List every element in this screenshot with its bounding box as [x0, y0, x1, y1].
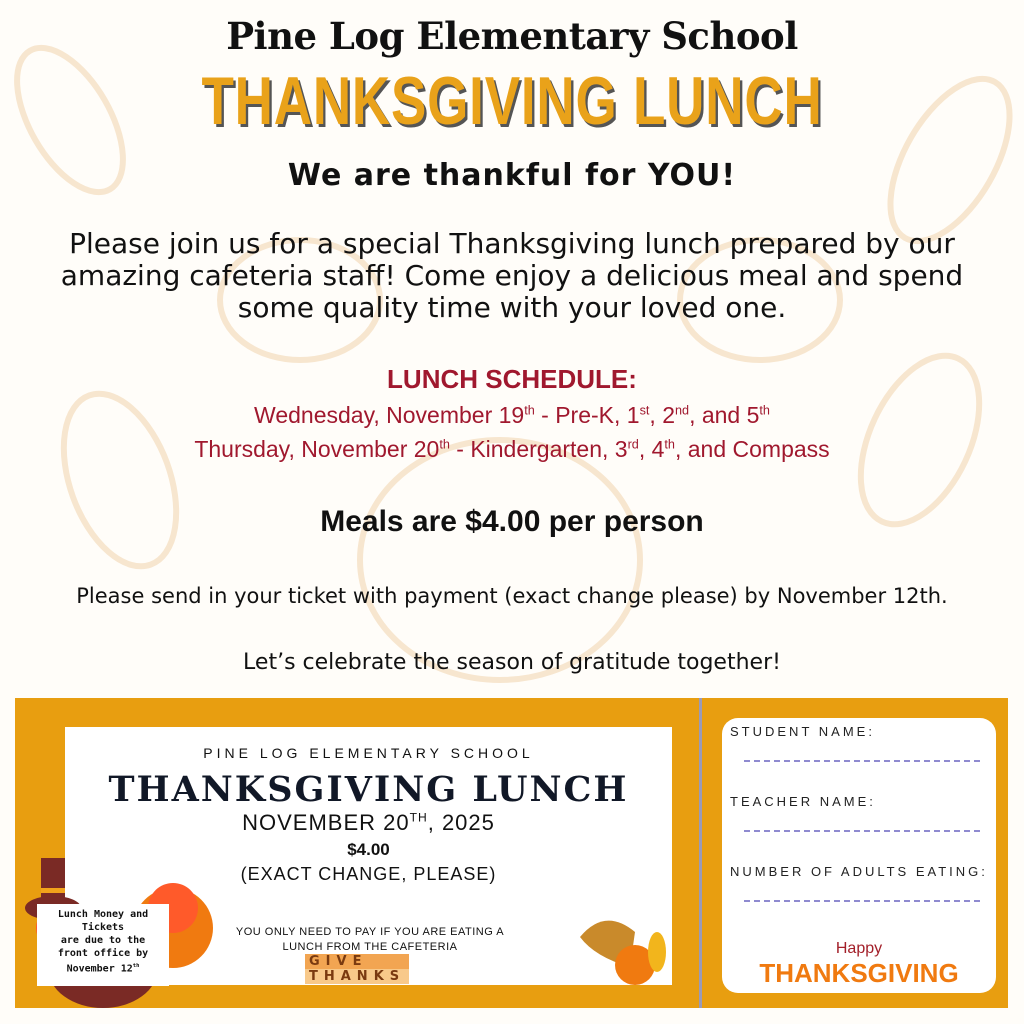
happy-thanksgiving-logo-text: THANKSGIVING	[759, 958, 959, 988]
ticket-exact-change: (EXACT CHANGE, PLEASE)	[240, 864, 497, 884]
closing-text: Let’s celebrate the season of gratitude together!	[243, 650, 781, 675]
intro-line: Please join us for a special Thanksgiving lunch prepared by our	[69, 227, 955, 260]
ticket-date: NOVEMBER 20TH, 2025	[242, 810, 495, 835]
lunch-ticket	[15, 698, 1008, 1008]
payment-due-note: Lunch Money and Tickets are due to the front office by November 12th	[37, 904, 169, 986]
ticket-cafeteria-note: YOU ONLY NEED TO PAY IF YOU ARE EATING A LUNCH FROM THE CAFETERIA	[235, 926, 505, 953]
ticket-perforation-divider	[699, 698, 702, 1008]
teacher-name-label: TEACHER NAME:	[730, 794, 876, 809]
ticket-stub-form	[722, 718, 996, 993]
tagline: We are thankful for YOU!	[287, 158, 737, 193]
give-thanks-banner: GIVE THANKS	[305, 954, 409, 984]
cornucopia-icon	[575, 907, 670, 987]
schedule-wednesday: Wednesday, November 19th - Pre-K, 1st, 2nd, and 5th	[254, 402, 770, 428]
school-name: Pine Log Elementary School	[226, 14, 798, 58]
ticket-school: PINE LOG ELEMENTARY SCHOOL	[203, 745, 534, 761]
teacher-name-field[interactable]	[744, 830, 980, 832]
student-name-label: STUDENT NAME:	[730, 724, 875, 739]
schedule-heading: LUNCH SCHEDULE:	[387, 364, 637, 394]
ticket-title: THANKSGIVING LUNCH	[108, 769, 629, 810]
deadline-text: Please send in your ticket with payment (exact change please) by November 12th.	[76, 584, 948, 608]
adults-count-label: NUMBER OF ADULTS EATING:	[730, 864, 988, 879]
event-title: THANKSGIVING LUNCH	[201, 63, 823, 139]
ticket-price: $4.00	[347, 840, 390, 859]
adults-count-field[interactable]	[744, 900, 980, 902]
meal-price: Meals are $4.00 per person	[320, 505, 704, 538]
intro-paragraph	[0, 228, 1024, 324]
student-name-field[interactable]	[744, 760, 980, 762]
schedule-thursday: Thursday, November 20th - Kindergarten, 3rd, 4th, and Compass	[194, 436, 830, 462]
intro-line: amazing cafeteria staff! Come enjoy a delicious meal and spend	[60, 259, 964, 292]
happy-thanksgiving-logo: Happy	[835, 940, 883, 957]
intro-line: some quality time with your loved one.	[237, 291, 787, 324]
